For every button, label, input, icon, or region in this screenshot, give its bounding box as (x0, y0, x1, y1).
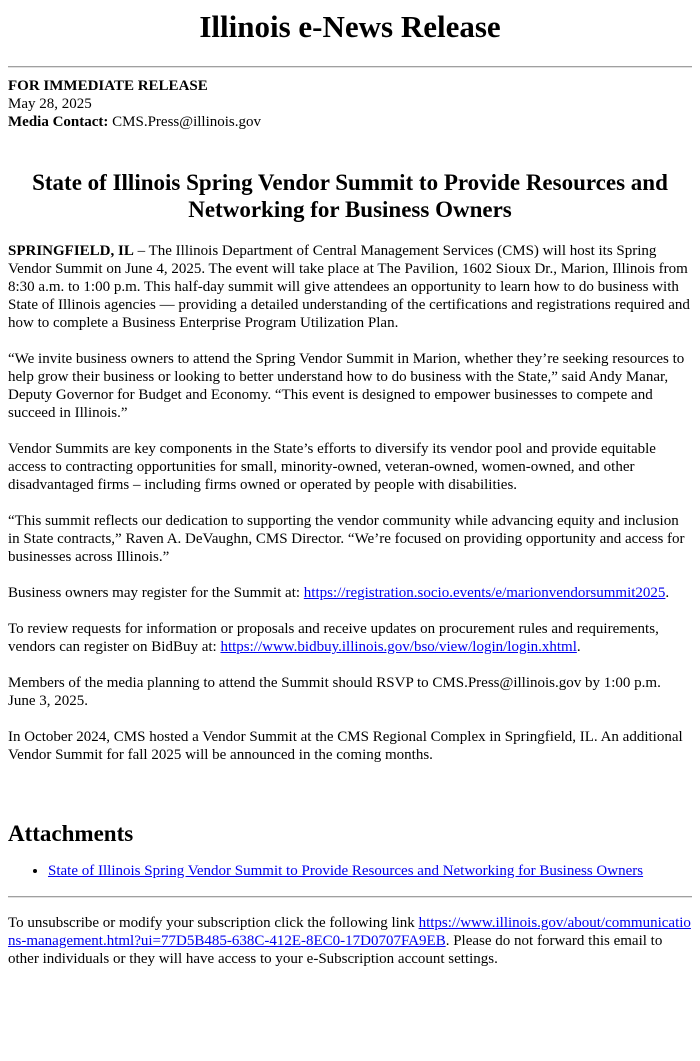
attachment-item (48, 862, 692, 880)
attachment-link[interactable]: State of Illinois Spring Vendor Summit to Provide Resources and Networking for Business Owners (48, 863, 644, 879)
article-headline: State of Illinois Spring Vendor Summit to Provide Resources and Networking for Business Owners (32, 170, 668, 222)
subscription-management-link[interactable]: https://www.illinois.gov/about/communications-management.html?ui=77D5B485-638C-412E-8EC0-17D0707FA9EB (8, 915, 691, 949)
release-label: FOR IMMEDIATE RELEASE (8, 78, 208, 94)
paragraph-3: Vendor Summits are key components in the State’s efforts to diversify its vendor pool and provide equitable access to contracting opportunities for small, minority-owned, veteran-owned, women-owned, and other disadvantaged firms – including firms owned or operated by people with disabilities. (8, 441, 656, 493)
paragraph-5-end: . (665, 585, 670, 601)
article-body (8, 242, 692, 764)
paragraph-5-text: Business owners may register for the Summit at: (8, 585, 304, 601)
footer-divider (8, 896, 692, 898)
paragraph-1-text: – The Illinois Department of Central Management Services (CMS) will host its Spring Vendor Summit on June 4, 2025. The event will take place at The Pavilion, 1602 Sioux Dr., Marion, Illinois from 8:30 a.m. to 1:00 p.m. This half-day summit will give attendees an opportunity to learn how to do business with State of Illinois agencies — providing a detailed understanding of the certifications and registrations required and how to complete a Business Enterprise Program Utilization Plan. (8, 243, 690, 331)
paragraph-8: In October 2024, CMS hosted a Vendor Summit at the CMS Regional Complex in Springfield, IL. An additional Vendor Summit for fall 2025 will be announced in the coming months. (8, 729, 683, 763)
attachments-heading: Attachments (8, 821, 134, 846)
paragraph-2: “We invite business owners to attend the Spring Vendor Summit in Marion, whether they’re seeking resources to help grow their business or looking to better understand how to do business with the State,” said Andy Manar, Deputy Governor for Budget and Economy. “This event is designed to empower businesses to compete and succeed in Illinois.” (8, 351, 685, 421)
paragraph-4: “This summit reflects our dedication to supporting the vendor community while advancing equity and inclusion in State contracts,” Raven A. DeVaughn, CMS Director. “We’re focused on providing opportunity and access for businesses across Illinois.” (8, 513, 685, 565)
paragraph-7: Members of the media planning to attend the Summit should RSVP to CMS.Press@illinois.gov by 1:00 p.m. June 3, 2025. (8, 675, 661, 709)
media-contact-email: CMS.Press@illinois.gov (108, 114, 261, 130)
paragraph-5 (8, 584, 692, 602)
bidbuy-link[interactable]: https://www.bidbuy.illinois.gov/bso/view/login/login.xhtml (220, 639, 577, 655)
media-contact-line (8, 113, 692, 131)
paragraph-6-end: . (576, 639, 581, 655)
release-date: May 28, 2025 (8, 96, 92, 112)
newsletter-title: Illinois e-News Release (199, 9, 501, 44)
release-meta (8, 77, 692, 131)
footer-text-1: To unsubscribe or modify your subscription click the following link (8, 915, 419, 931)
paragraph-6 (8, 620, 692, 656)
footer-text-2: . Please do not forward this email to other individuals or they will have access to your e-Subscription account settings. (8, 933, 663, 967)
dateline: SPRINGFIELD, IL (8, 243, 134, 259)
attachments-list (8, 862, 692, 880)
registration-link[interactable]: https://registration.socio.events/e/marionvendorsummit2025 (303, 585, 666, 601)
unsubscribe-footer (8, 914, 692, 968)
paragraph-1 (8, 242, 692, 332)
header-divider (8, 66, 692, 68)
release-label-line (8, 77, 692, 95)
paragraph-6-text: To review requests for information or proposals and receive updates on procurement rules and requirements, vendors can register on BidBuy at: (8, 621, 659, 655)
media-contact-label: Media Contact: (8, 114, 109, 130)
